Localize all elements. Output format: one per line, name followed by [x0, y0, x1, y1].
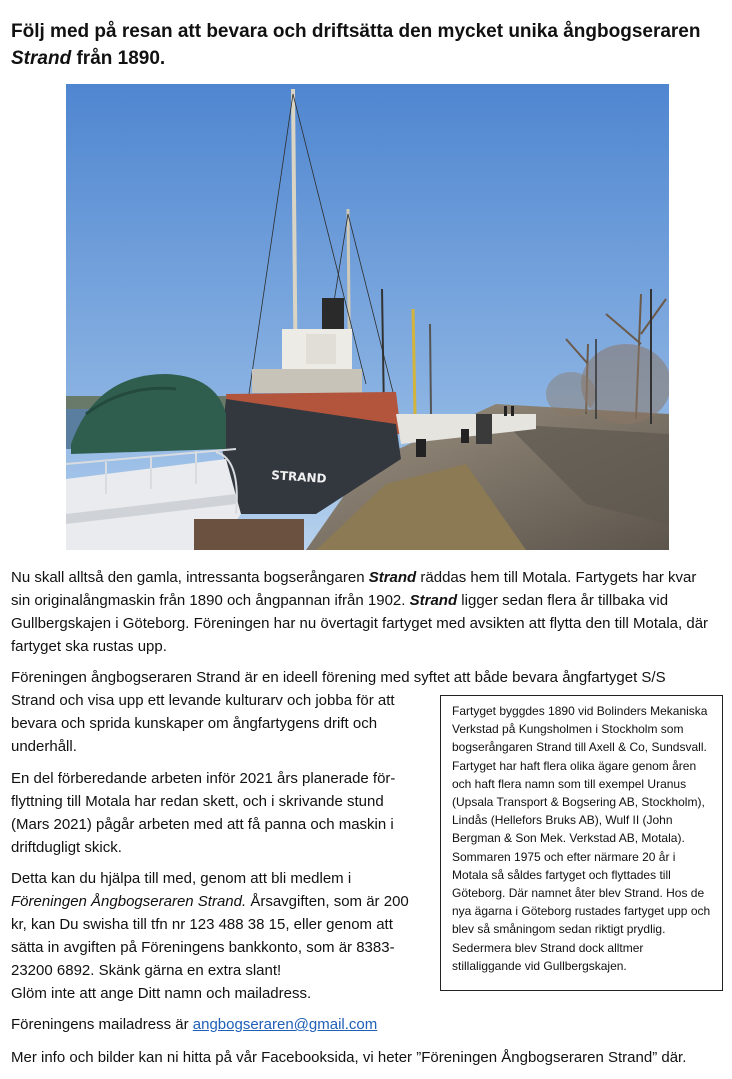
association-line-1: Föreningen ångbogseraren Strand är en ideell förening med syftet att både bevara ångfartyget S/S — [11, 669, 666, 686]
intro-paragraph — [11, 566, 719, 658]
association-name: Föreningen Ångbogseraren Strand. — [11, 893, 247, 910]
intro-text: Nu skall alltså den gamla, intressanta bogserångaren — [11, 569, 369, 586]
title-text: Följ med på resan att bevara och driftsätta den mycket unika ångbogseraren — [11, 21, 701, 42]
title-ship-name: Strand — [11, 48, 72, 69]
ship-name-1: Strand — [368, 569, 417, 586]
history-box — [440, 695, 723, 991]
association-paragraph: Strand och visa upp ett levande kulturarv och jobba för att bevara och sprida kunskaper om ångfartygens drift och underhåll. — [11, 692, 395, 755]
intro-text-2: räddas hem till Motala. Fartygets har kvar sin originalångmaskin från 1890 och ångpannan ifrån 1902. — [11, 569, 697, 609]
title-text-end: från 1890. — [71, 48, 166, 69]
intro-text-3: ligger sedan flera år tillbaka vid Gullbergskajen i Göteborg. Föreningen har nu övertagit fartyget med avsikten att flytta den till Motala, där fartyget ska rustas upp. — [11, 592, 709, 655]
hull-name-text: STRAND — [270, 468, 327, 486]
facebook-line: Mer info och bilder kan ni hitta på vår Facebooksida, vi heter ”Föreningen Ångbogseraren Strand” där. — [11, 1049, 687, 1066]
membership-text: Detta kan du hjälpa till med, genom att bli medlem i — [11, 870, 352, 887]
membership-paragraph — [11, 867, 423, 1005]
mail-label: Föreningens mailadress är — [11, 1016, 193, 1033]
history-text: Fartyget byggdes 1890 vid Bolinders Mekaniska Verkstad på Kungsholmen i Stockholm som bogserångaren Strand till Axell & Co, Sundsvall. Fartyget har haft flera olika ägare genom åren och haft flera namn som till exempel Uranus (Upsala Transport & Bogsering AB, Stockholm), Lindås (Hellefors Bruks AB), Wulf II (John Bergman & Son Mek. Verkstad AB, Motala). Sommaren 1975 och efter närmare 20 år i Motala så såldes fartyget och flyttades till Göteborg. Där namnet åter blev Strand. Hos de nya ägarna i Göteborg rustades fartyget upp och blev så småningom sedan riktigt prydlig. Sedermera blev Strand dock alltmer stillaliggande vid Gullbergskajen. — [452, 704, 711, 973]
ship-name-2: Strand — [409, 592, 458, 609]
membership-fee-text: Årsavgiften, som är 200 kr, kan Du swisha till tfn nr 123 488 38 15, eller genom att sätta in avgiften på Föreningens bankkonto, som är 8383-23200 6892. Skänk gärna en extra slant! — [11, 893, 409, 979]
reminder-text: Glöm inte att ange Ditt namn och mailadress. — [11, 985, 312, 1002]
ship-photo — [66, 84, 669, 550]
mail-line — [11, 1013, 711, 1036]
page-title — [11, 18, 711, 72]
email-link[interactable]: angbogseraren@gmail.com — [192, 1016, 378, 1033]
preparation-paragraph: En del förberedande arbeten inför 2021 års planerade för-flyttning till Motala har redan skett, och i skrivande stund (Mars 2021) pågår arbeten med att få panna och maskin i driftdugligt skick. — [11, 770, 396, 856]
